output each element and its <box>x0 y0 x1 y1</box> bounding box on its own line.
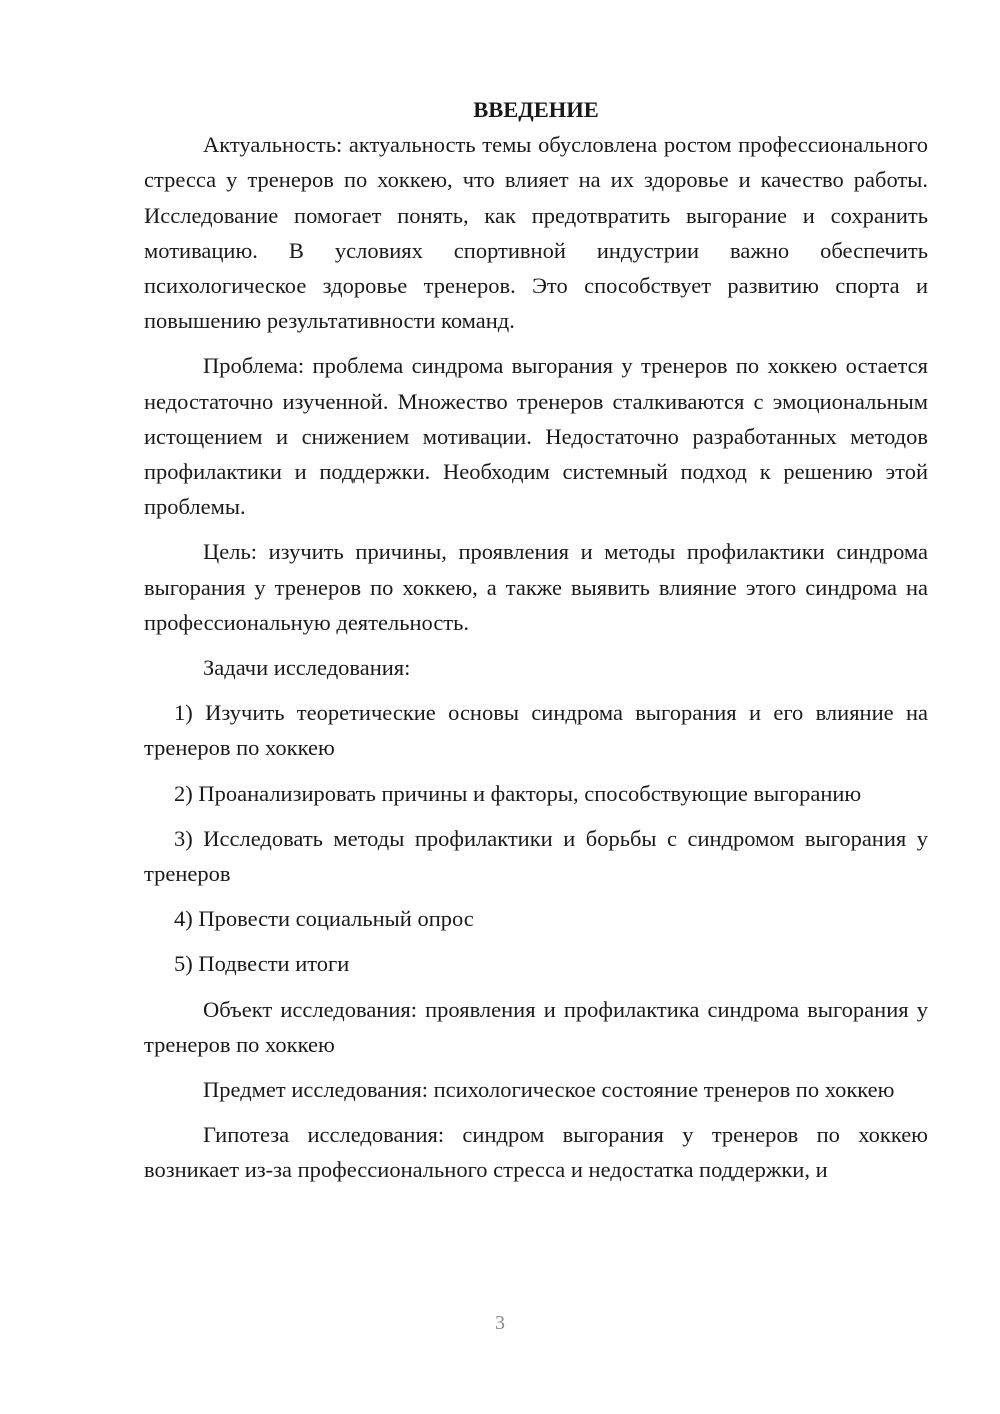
task-item-1: 1) Изучить теоретические основы синдрома выгорания и его влияние на тренеров по хоккею <box>144 700 928 761</box>
paragraph-relevance: Актуальность: актуальность темы обусловлена ростом профессионального стресса у тренеров по хоккею, что влияет на их здоровье и качество работы. Исследование помогает понять, как предотвратить выгорание и сохранить мотивацию. В условиях спортивной индустрии важно обеспечить психологическое здоровье тренеров. Это способствует развитию спорта и повышению результативности команд. <box>144 132 928 334</box>
paragraph-problem: Проблема: проблема синдрома выгорания у тренеров по хоккею остается недостаточно изученной. Множество тренеров сталкиваются с эмоциональным истощением и снижением мотивации. Недостаточно разработанных методов профилактики и поддержки. Необходим системный подход к решению этой проблемы. <box>144 353 928 520</box>
document-page <box>144 92 928 1188</box>
tasks-title: Задачи исследования: <box>203 655 411 681</box>
paragraph-hypothesis: Гипотеза исследования: синдром выгорания у тренеров по хоккею возникает из-за профессионального стресса и недостатка поддержки, и <box>144 1122 928 1183</box>
task-item-5: 5) Подвести итоги <box>174 951 350 977</box>
task-item-2: 2) Проанализировать причины и факторы, способствующие выгоранию <box>174 780 862 806</box>
task-item-4: 4) Провести социальный опрос <box>174 906 474 932</box>
paragraph-goal: Цель: изучить причины, проявления и методы профилактики синдрома выгорания у тренеров по хоккею, а также выявить влияние этого синдрома на профессиональную деятельность. <box>144 539 928 635</box>
paragraph-object: Объект исследования: проявления и профилактика синдрома выгорания у тренеров по хоккею <box>144 996 928 1057</box>
task-item-3: 3) Исследовать методы профилактики и борьбы с синдромом выгорания у тренеров <box>144 825 928 887</box>
page-number: 3 <box>495 1312 505 1334</box>
paragraph-subject: Предмет исследования: психологическое состояние тренеров по хоккею <box>203 1077 895 1103</box>
section-heading: ВВЕДЕНИЕ <box>473 97 599 122</box>
